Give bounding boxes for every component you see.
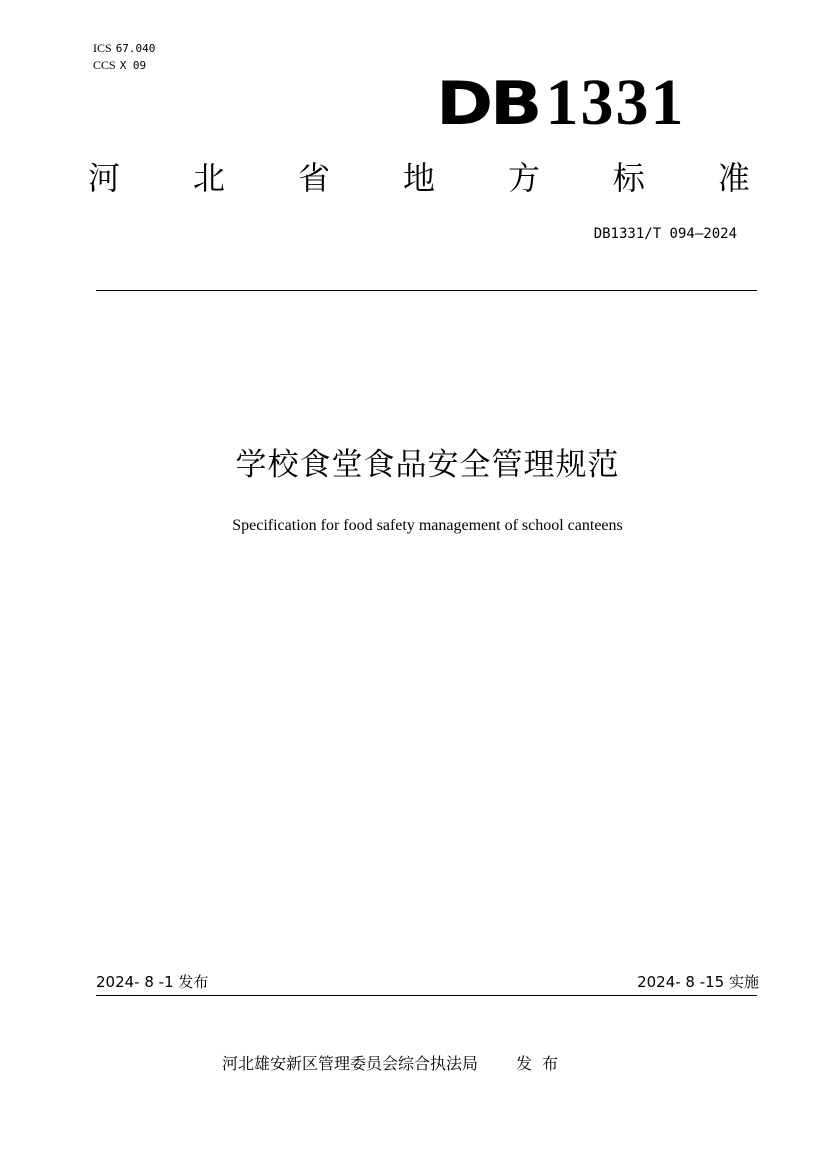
issuing-authority <box>222 1053 568 1075</box>
standard-type-char: 地 <box>402 159 435 197</box>
document-title-english: Specification for food safety management of school canteens <box>232 517 623 534</box>
standard-number: DB1331/T 094—2024 <box>593 226 737 242</box>
ics-value: 67.040 <box>115 42 156 55</box>
ics-label: ICS <box>93 41 112 55</box>
db-logo-number: 1331 <box>545 66 686 139</box>
standard-type-heading <box>88 156 750 200</box>
standard-type-char: 河 <box>88 159 121 197</box>
standard-type-char: 标 <box>612 159 645 197</box>
document-title-chinese: 学校食堂食品安全管理规范 <box>235 447 620 483</box>
standard-type-char: 方 <box>507 159 540 197</box>
ccs-label: CCS <box>93 58 116 72</box>
db-logo-prefix: DB <box>436 69 539 139</box>
header-divider <box>96 290 757 291</box>
standard-type-char: 准 <box>717 159 750 197</box>
footer-divider <box>96 995 757 996</box>
classification-codes <box>93 40 155 74</box>
issuer-organization: 河北雄安新区管理委员会综合执法局 <box>222 1054 479 1073</box>
ccs-value: X 09 <box>119 59 147 72</box>
ccs-line <box>93 57 155 74</box>
db-logo <box>436 68 686 138</box>
ics-line <box>93 40 155 57</box>
issuer-issue-word: 发布 <box>516 1054 569 1073</box>
implementation-date: 2024- 8 -15 实施 <box>637 973 759 991</box>
standard-type-char: 省 <box>297 159 330 197</box>
standard-type-char: 北 <box>192 159 225 197</box>
issue-date: 2024- 8 -1 发布 <box>96 973 209 991</box>
